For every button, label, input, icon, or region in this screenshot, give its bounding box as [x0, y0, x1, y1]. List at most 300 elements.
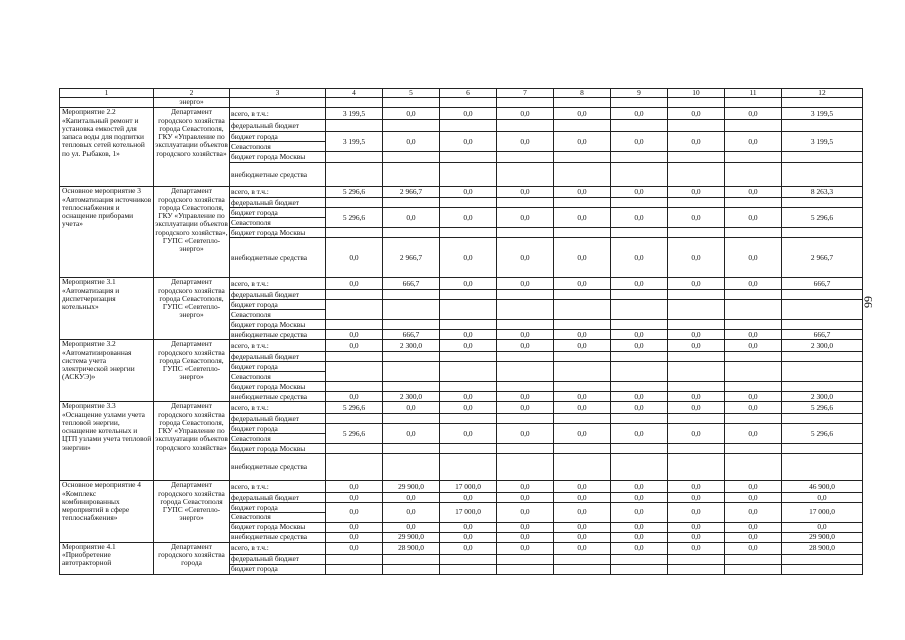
empty-cell — [611, 564, 668, 574]
value-cell: 0,0 — [497, 392, 554, 402]
source-city-b: Севастополя — [230, 142, 326, 152]
value-cell: 2 300,0 — [782, 340, 863, 352]
value-cell: 0,0 — [326, 522, 383, 532]
source-city-b: Севастополя — [230, 372, 326, 382]
value-cell — [725, 163, 782, 187]
value-cell: 29 900,0 — [383, 481, 440, 493]
value-cell: 2 300,0 — [383, 392, 440, 402]
value-cell — [554, 198, 611, 208]
value-cell: 0,0 — [440, 493, 497, 503]
value-cell: 0,0 — [497, 522, 554, 532]
value-cell: 0,0 — [326, 340, 383, 352]
value-cell — [326, 454, 383, 481]
value-cell — [383, 320, 440, 330]
value-cell — [326, 290, 383, 300]
value-cell: 0,0 — [383, 108, 440, 120]
value-cell — [611, 444, 668, 454]
executor-name: Департамент городского хозяйства города — [154, 542, 230, 574]
value-cell: 0,0 — [725, 187, 782, 198]
value-cell — [668, 362, 725, 382]
value-cell: 0,0 — [326, 493, 383, 503]
value-cell — [668, 320, 725, 330]
continuation-executor: энерго» — [154, 98, 230, 108]
value-cell: 0,0 — [497, 187, 554, 198]
table-row — [60, 108, 863, 120]
value-cell: 0,0 — [611, 108, 668, 120]
value-cell: 0,0 — [725, 392, 782, 402]
activity-name: Мероприятие 3.1 «Автоматизация и диспетчеризация котельных» — [60, 278, 154, 340]
value-cell: 0,0 — [440, 402, 497, 414]
source-city-a: бюджет города — [230, 208, 326, 218]
value-cell — [383, 290, 440, 300]
value-cell: 0,0 — [668, 238, 725, 278]
value-cell: 0,0 — [782, 493, 863, 503]
value-cell: 0,0 — [440, 392, 497, 402]
value-cell: 0,0 — [668, 532, 725, 542]
empty-cell — [668, 564, 725, 574]
value-cell: 0,0 — [611, 278, 668, 290]
value-cell: 0,0 — [611, 542, 668, 554]
value-cell: 3 199,5 — [782, 132, 863, 152]
header-cell: 9 — [611, 89, 668, 98]
value-cell: 0,0 — [611, 503, 668, 523]
value-cell: 0,0 — [725, 493, 782, 503]
value-cell: 0,0 — [440, 208, 497, 228]
value-cell: 0,0 — [497, 503, 554, 523]
source-extra: внебюджетные средства — [230, 330, 326, 340]
value-cell — [725, 382, 782, 392]
value-cell: 0,0 — [611, 392, 668, 402]
value-cell — [668, 120, 725, 132]
source-extra: внебюджетные средства — [230, 454, 326, 481]
value-cell: 0,0 — [440, 522, 497, 532]
header-cell: 5 — [383, 89, 440, 98]
value-cell — [497, 320, 554, 330]
table-row — [60, 402, 863, 414]
page-number: 99 — [861, 296, 875, 308]
value-cell: 0,0 — [497, 424, 554, 444]
value-cell: 0,0 — [440, 340, 497, 352]
source-total: всего, в т.ч.: — [230, 108, 326, 120]
value-cell — [497, 362, 554, 382]
executor-name: Департамент городского хозяйства города Севастополя, ГКУ «Управление по эксплуатации объектов городского хозяйства», ГУПС «Севтепло-энерго» — [154, 187, 230, 278]
value-cell: 3 199,5 — [326, 132, 383, 152]
value-cell — [326, 198, 383, 208]
value-cell — [440, 382, 497, 392]
value-cell — [383, 228, 440, 238]
value-cell: 2 966,7 — [383, 187, 440, 198]
value-cell: 0,0 — [611, 187, 668, 198]
header-cell: 11 — [725, 89, 782, 98]
empty-cell — [782, 554, 863, 564]
value-cell — [497, 444, 554, 454]
value-cell — [725, 152, 782, 163]
value-cell: 0,0 — [611, 522, 668, 532]
value-cell: 0,0 — [668, 208, 725, 228]
source-city-b: Севастополя — [230, 434, 326, 444]
value-cell — [611, 320, 668, 330]
value-cell — [611, 163, 668, 187]
funding-table — [59, 88, 863, 575]
value-cell: 5 296,6 — [782, 208, 863, 228]
value-cell — [326, 444, 383, 454]
value-cell — [497, 198, 554, 208]
value-cell: 666,7 — [782, 330, 863, 340]
value-cell: 0,0 — [497, 108, 554, 120]
value-cell — [497, 352, 554, 362]
value-cell — [497, 290, 554, 300]
value-cell — [497, 163, 554, 187]
value-cell: 0,0 — [611, 208, 668, 228]
value-cell — [725, 120, 782, 132]
value-cell: 0,0 — [668, 424, 725, 444]
value-cell — [383, 163, 440, 187]
empty-cell — [668, 554, 725, 564]
value-cell: 0,0 — [725, 330, 782, 340]
value-cell — [611, 290, 668, 300]
value-cell: 0,0 — [725, 402, 782, 414]
value-cell: 0,0 — [326, 481, 383, 493]
value-cell: 0,0 — [326, 392, 383, 402]
executor-name: Департамент городского хозяйства города Севастополя ГУПС «Севтепло-энерго» — [154, 481, 230, 543]
value-cell — [782, 444, 863, 454]
value-cell — [611, 198, 668, 208]
value-cell — [383, 414, 440, 424]
value-cell: 0,0 — [725, 108, 782, 120]
source-federal: федеральный бюджет — [230, 290, 326, 300]
value-cell: 0,0 — [725, 522, 782, 532]
value-cell — [497, 454, 554, 481]
source-federal: федеральный бюджет — [230, 493, 326, 503]
value-cell — [554, 120, 611, 132]
value-cell: 5 296,6 — [326, 187, 383, 198]
value-cell: 17 000,0 — [440, 481, 497, 493]
value-cell — [554, 300, 611, 320]
source-moscow: бюджет города Москвы — [230, 382, 326, 392]
value-cell — [383, 362, 440, 382]
value-cell — [668, 163, 725, 187]
value-cell: 5 296,6 — [326, 208, 383, 228]
value-cell — [497, 414, 554, 424]
empty-cell — [440, 98, 497, 108]
value-cell — [440, 414, 497, 424]
value-cell — [611, 362, 668, 382]
value-cell — [440, 152, 497, 163]
value-cell — [611, 414, 668, 424]
value-cell: 0,0 — [725, 503, 782, 523]
value-cell: 0,0 — [497, 238, 554, 278]
value-cell — [725, 454, 782, 481]
value-cell: 0,0 — [497, 208, 554, 228]
value-cell — [611, 120, 668, 132]
value-cell — [554, 290, 611, 300]
value-cell — [383, 454, 440, 481]
value-cell — [383, 120, 440, 132]
value-cell — [668, 382, 725, 392]
empty-cell — [383, 554, 440, 564]
value-cell — [383, 352, 440, 362]
value-cell: 0,0 — [611, 402, 668, 414]
value-cell: 0,0 — [554, 187, 611, 198]
source-extra: внебюджетные средства — [230, 238, 326, 278]
empty-cell — [725, 564, 782, 574]
header-cell: 4 — [326, 89, 383, 98]
value-cell: 0,0 — [725, 132, 782, 152]
value-cell — [668, 414, 725, 424]
value-cell — [725, 320, 782, 330]
value-cell: 0,0 — [554, 532, 611, 542]
value-cell: 0,0 — [668, 493, 725, 503]
value-cell — [554, 352, 611, 362]
value-cell — [782, 362, 863, 382]
empty-cell — [554, 554, 611, 564]
value-cell: 0,0 — [725, 238, 782, 278]
source-total: всего, в т.ч.: — [230, 402, 326, 414]
value-cell: 29 900,0 — [383, 532, 440, 542]
value-cell: 0,0 — [668, 402, 725, 414]
source-total: всего, в т.ч.: — [230, 278, 326, 290]
value-cell — [668, 152, 725, 163]
value-cell: 5 296,6 — [782, 402, 863, 414]
source-extra: внебюджетные средства — [230, 163, 326, 187]
value-cell: 0,0 — [497, 340, 554, 352]
value-cell — [326, 300, 383, 320]
value-cell — [497, 120, 554, 132]
empty-cell — [611, 554, 668, 564]
value-cell — [725, 414, 782, 424]
value-cell — [554, 152, 611, 163]
value-cell — [554, 414, 611, 424]
value-cell: 0,0 — [668, 392, 725, 402]
empty-cell — [782, 98, 863, 108]
source-city-b: Севастополя — [230, 310, 326, 320]
value-cell — [782, 300, 863, 320]
value-cell: 0,0 — [782, 522, 863, 532]
value-cell — [554, 228, 611, 238]
source-moscow: бюджет города Москвы — [230, 444, 326, 454]
value-cell — [611, 228, 668, 238]
executor-name: Департамент городского хозяйства города Севастополя, ГУПС «Севтепло-энерго» — [154, 340, 230, 402]
empty-cell — [230, 98, 326, 108]
value-cell: 0,0 — [725, 542, 782, 554]
value-cell — [782, 198, 863, 208]
value-cell — [326, 120, 383, 132]
value-cell: 5 296,6 — [326, 402, 383, 414]
empty-cell — [440, 554, 497, 564]
empty-cell — [725, 554, 782, 564]
value-cell: 0,0 — [440, 424, 497, 444]
value-cell — [383, 382, 440, 392]
value-cell — [668, 300, 725, 320]
executor-name: Департамент городского хозяйства города Севастополя, ГКУ «Управление по эксплуатации объектов городского хозяйства» — [154, 108, 230, 187]
value-cell: 0,0 — [554, 493, 611, 503]
value-cell — [326, 152, 383, 163]
table-row — [60, 481, 863, 493]
value-cell: 0,0 — [725, 208, 782, 228]
value-cell — [782, 414, 863, 424]
empty-cell — [383, 98, 440, 108]
value-cell: 0,0 — [554, 108, 611, 120]
source-city-a: бюджет города — [230, 362, 326, 372]
value-cell: 0,0 — [668, 187, 725, 198]
value-cell: 0,0 — [326, 278, 383, 290]
value-cell: 0,0 — [440, 108, 497, 120]
source-city-b: Севастополя — [230, 218, 326, 228]
value-cell: 0,0 — [554, 392, 611, 402]
source-moscow: бюджет города Москвы — [230, 320, 326, 330]
value-cell — [326, 352, 383, 362]
value-cell: 0,0 — [725, 481, 782, 493]
source-federal: федеральный бюджет — [230, 198, 326, 208]
value-cell — [383, 300, 440, 320]
value-cell — [326, 414, 383, 424]
value-cell: 0,0 — [668, 330, 725, 340]
value-cell: 0,0 — [497, 278, 554, 290]
header-cell: 10 — [668, 89, 725, 98]
empty-cell — [383, 564, 440, 574]
empty-cell — [497, 564, 554, 574]
source-city: бюджет города — [230, 564, 326, 574]
empty-cell — [668, 98, 725, 108]
value-cell: 0,0 — [668, 132, 725, 152]
empty-cell — [497, 554, 554, 564]
table-row — [60, 187, 863, 198]
value-cell — [725, 198, 782, 208]
value-cell — [440, 300, 497, 320]
value-cell: 0,0 — [725, 532, 782, 542]
value-cell: 5 296,6 — [326, 424, 383, 444]
value-cell: 17 000,0 — [440, 503, 497, 523]
value-cell: 3 199,5 — [326, 108, 383, 120]
value-cell: 0,0 — [554, 278, 611, 290]
activity-name: Основное мероприятие 3 «Автоматизация источников теплоснабжения и оснащение приборами учета» — [60, 187, 154, 278]
value-cell: 0,0 — [554, 208, 611, 228]
value-cell — [326, 382, 383, 392]
value-cell: 0,0 — [725, 278, 782, 290]
value-cell: 0,0 — [668, 542, 725, 554]
value-cell — [611, 454, 668, 481]
value-cell — [725, 228, 782, 238]
header-cell: 12 — [782, 89, 863, 98]
value-cell: 0,0 — [611, 493, 668, 503]
value-cell: 17 000,0 — [782, 503, 863, 523]
value-cell: 0,0 — [554, 238, 611, 278]
value-cell: 0,0 — [326, 330, 383, 340]
value-cell — [782, 120, 863, 132]
value-cell: 0,0 — [440, 330, 497, 340]
value-cell: 0,0 — [383, 132, 440, 152]
source-federal: федеральный бюджет — [230, 554, 326, 564]
table-row — [60, 340, 863, 352]
value-cell — [668, 454, 725, 481]
source-federal: федеральный бюджет — [230, 120, 326, 132]
value-cell — [611, 352, 668, 362]
value-cell: 28 900,0 — [383, 542, 440, 554]
header-cell: 7 — [497, 89, 554, 98]
value-cell — [725, 290, 782, 300]
value-cell — [440, 290, 497, 300]
value-cell: 29 900,0 — [782, 532, 863, 542]
value-cell: 0,0 — [497, 481, 554, 493]
value-cell: 0,0 — [326, 532, 383, 542]
value-cell: 666,7 — [782, 278, 863, 290]
value-cell: 0,0 — [326, 503, 383, 523]
header-cell: 8 — [554, 89, 611, 98]
value-cell — [668, 290, 725, 300]
continuation-name-cell — [60, 98, 154, 108]
value-cell: 8 263,3 — [782, 187, 863, 198]
continuation-row — [60, 98, 863, 108]
value-cell: 0,0 — [383, 493, 440, 503]
value-cell: 0,0 — [554, 132, 611, 152]
value-cell — [383, 198, 440, 208]
value-cell: 2 300,0 — [782, 392, 863, 402]
value-cell — [440, 198, 497, 208]
value-cell — [554, 362, 611, 382]
value-cell: 0,0 — [440, 187, 497, 198]
value-cell: 0,0 — [611, 340, 668, 352]
value-cell: 0,0 — [725, 424, 782, 444]
value-cell: 0,0 — [668, 340, 725, 352]
header-cell: 6 — [440, 89, 497, 98]
value-cell — [440, 444, 497, 454]
value-cell — [326, 362, 383, 382]
value-cell: 0,0 — [668, 108, 725, 120]
empty-cell — [326, 98, 383, 108]
value-cell: 0,0 — [383, 402, 440, 414]
empty-cell — [782, 564, 863, 574]
value-cell: 0,0 — [383, 522, 440, 532]
source-extra: внебюджетные средства — [230, 532, 326, 542]
source-moscow: бюджет города Москвы — [230, 228, 326, 238]
value-cell — [497, 300, 554, 320]
value-cell — [782, 454, 863, 481]
value-cell — [782, 382, 863, 392]
value-cell — [668, 444, 725, 454]
source-city-b: Севастополя — [230, 513, 326, 523]
value-cell — [782, 290, 863, 300]
empty-cell — [497, 98, 554, 108]
value-cell — [383, 152, 440, 163]
value-cell — [782, 163, 863, 187]
value-cell — [440, 163, 497, 187]
value-cell: 666,7 — [383, 330, 440, 340]
value-cell: 0,0 — [725, 340, 782, 352]
source-total: всего, в т.ч.: — [230, 340, 326, 352]
empty-cell — [326, 564, 383, 574]
value-cell — [554, 163, 611, 187]
activity-name: Основное мероприятие 4 «Комплекс комбинированных мероприятий в сфере теплоснабжения» — [60, 481, 154, 543]
value-cell — [440, 362, 497, 382]
empty-cell — [611, 98, 668, 108]
value-cell — [668, 352, 725, 362]
activity-name: Мероприятие 3.3 «Оснащение узлами учета тепловой энергии, оснащение котельных и ЦТП узлами учета тепловой энергии» — [60, 402, 154, 481]
source-city-a: бюджет города — [230, 132, 326, 142]
source-total: всего, в т.ч.: — [230, 187, 326, 198]
header-cell: 2 — [154, 89, 230, 98]
value-cell: 0,0 — [554, 503, 611, 523]
value-cell — [440, 120, 497, 132]
value-cell — [440, 228, 497, 238]
value-cell: 0,0 — [554, 542, 611, 554]
value-cell: 0,0 — [611, 330, 668, 340]
source-federal: федеральный бюджет — [230, 414, 326, 424]
header-cell: 1 — [60, 89, 154, 98]
value-cell: 28 900,0 — [782, 542, 863, 554]
empty-cell — [725, 98, 782, 108]
value-cell: 0,0 — [554, 481, 611, 493]
empty-cell — [326, 554, 383, 564]
